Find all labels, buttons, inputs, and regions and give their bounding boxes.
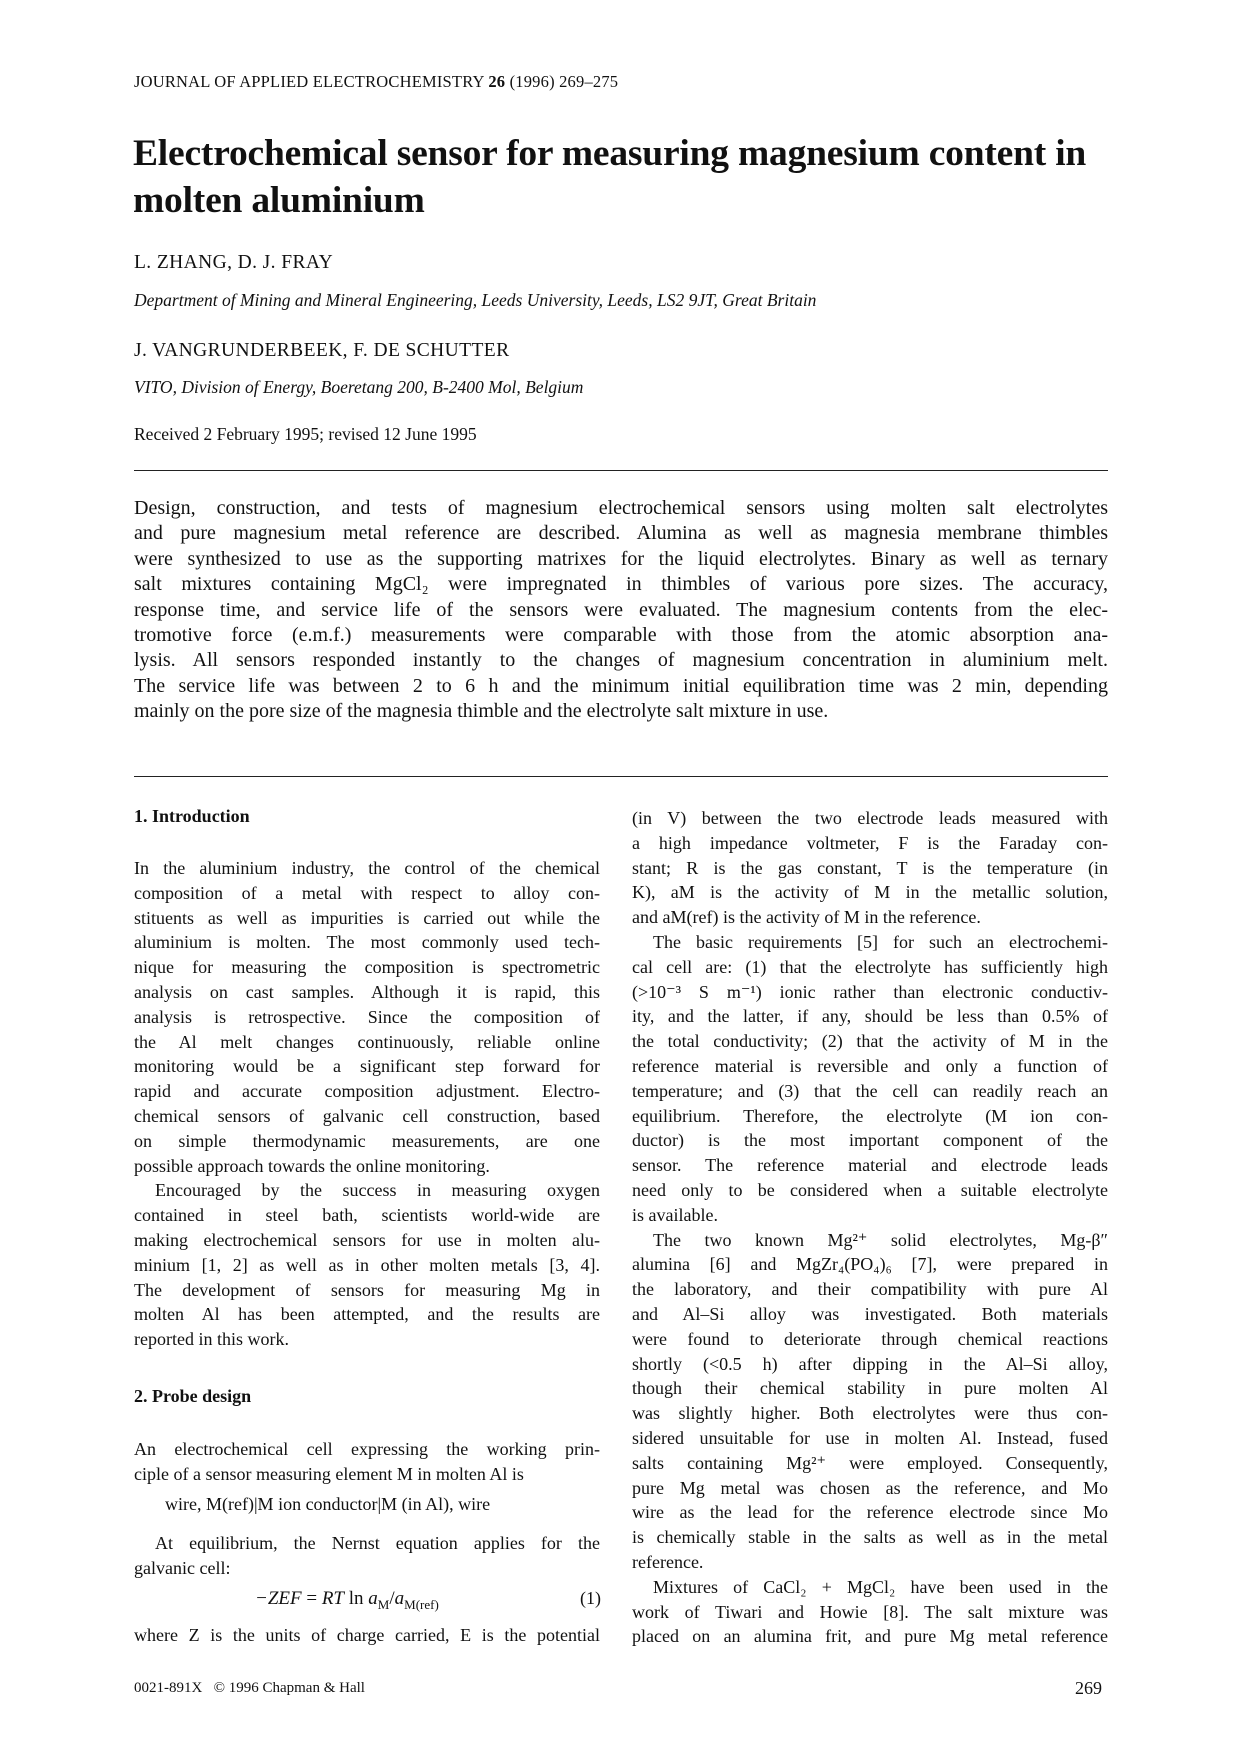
- text-line: was slightly higher. Both electrolytes were thus con-: [632, 1403, 1108, 1424]
- text-line: analysis on cast samples. Although it is rapid, this: [134, 981, 600, 1002]
- text-line: equilibrium. Therefore, the electrolyte (M ion con-: [632, 1105, 1108, 1126]
- text-line: stant; R is the gas constant, T is the temperature (in: [632, 857, 1108, 878]
- text-line: rapid and accurate composition adjustment. Electro-: [134, 1081, 600, 1102]
- abstract-line: Design, construction, and tests of magnesium electrochemical sensors using molten salt electrolytes: [134, 497, 1108, 519]
- text-line: and Al–Si alloy was investigated. Both materials: [632, 1303, 1108, 1324]
- text-line: wire as the lead for the reference electrode since Mo: [632, 1502, 1108, 1523]
- text-line: were found to deteriorate through chemical reactions: [632, 1328, 1108, 1349]
- abstract-line: mainly on the pore size of the magnesia thimble and the electrolyte salt mixture in use.: [134, 700, 829, 723]
- text-line: work of Tiwari and Howie [8]. The salt mixture was: [632, 1601, 1108, 1622]
- journal-name: JOURNAL OF APPLIED ELECTROCHEMISTRY: [134, 72, 485, 91]
- section-2-paragraph-3: [134, 1623, 600, 1648]
- abstract-line: response time, and service life of the sensors were evaluated. The magnesium contents from the elec-: [134, 598, 1108, 621]
- text-line: stituents as well as impurities is carried out while the: [134, 907, 600, 928]
- affiliation-2: VITO, Division of Energy, Boeretang 200, B-2400 Mol, Belgium: [134, 377, 584, 397]
- text-line: though their chemical stability in pure molten Al: [632, 1378, 1108, 1399]
- abstract-line: and pure magnesium metal reference are described. Alumina as well as magnesia membrane thimbles: [134, 522, 1108, 545]
- text-line: An electrochemical cell expressing the working prin-: [134, 1439, 600, 1459]
- text-line: (>10⁻³ S m⁻¹) ionic rather than electronic conductiv-: [632, 981, 1108, 1002]
- text-line: possible approach towards the online monitoring.: [134, 1155, 490, 1176]
- text-line: the Al melt changes continuously, reliable online: [134, 1031, 600, 1052]
- abstract-line: The service life was between 2 to 6 h and the minimum initial equilibration time was 2 min, depending: [134, 674, 1108, 697]
- journal-year-pages: (1996) 269–275: [509, 72, 619, 91]
- divider-bottom: [134, 776, 1108, 777]
- text-line: aluminium is molten. The most commonly used tech-: [134, 932, 600, 953]
- right-column-text: [632, 806, 1108, 1649]
- text-line: The basic requirements [5] for such an electrochemi-: [653, 931, 1108, 952]
- cell-notation: wire, M(ref)|M ion conductor|M (in Al), wire: [165, 1494, 491, 1514]
- section-1-heading: 1. Introduction: [134, 806, 250, 826]
- footer-copyright: © 1996 Chapman & Hall: [213, 1680, 365, 1696]
- text-line: and aM(ref) is the activity of M in the reference.: [632, 907, 981, 928]
- abstract-line: tromotive force (e.m.f.) measurements were comparable with those from the atomic absorption ana-: [134, 624, 1108, 647]
- text-line: cal cell are: (1) that the electrolyte has sufficiently high: [632, 956, 1108, 977]
- text-line: K), aM is the activity of M in the metallic solution,: [632, 882, 1108, 903]
- abstract-line: salt mixtures containing MgCl₂ were impregnated in thimbles of various pore sizes. The accuracy,: [134, 573, 1108, 596]
- text-line: sidered unsuitable for use in molten Al. Instead, fused: [632, 1427, 1108, 1448]
- abstract: [134, 496, 1108, 725]
- text-line: on simple thermodynamic measurements, are one: [134, 1130, 600, 1151]
- text-line: reference material is reversible and only a function of: [632, 1055, 1108, 1076]
- text-line: the total conductivity; (2) that the activity of M in the: [632, 1031, 1108, 1052]
- divider-top: [134, 470, 1108, 471]
- text-line: shortly (<0.5 h) after dipping in the Al–Si alloy,: [632, 1353, 1108, 1374]
- text-line: molten Al has been attempted, and the results are: [134, 1304, 600, 1325]
- text-line: monitoring would be a significant step forward for: [134, 1056, 600, 1077]
- text-line: In the aluminium industry, the control of the chemical: [134, 858, 600, 878]
- section-2-heading: 2. Probe design: [134, 1386, 252, 1406]
- text-line: pure Mg metal was chosen as the reference, and Mo: [632, 1477, 1108, 1498]
- nernst-equation: −ZEF = RT $\ln a_M/a_{M(ref)}$: [255, 1588, 439, 1612]
- text-line: minium [1, 2] as well as in other molten metals [3, 4].: [134, 1254, 600, 1275]
- journal-volume: 26: [488, 72, 506, 91]
- text-line: At equilibrium, the Nernst equation applies for the: [155, 1533, 600, 1553]
- text-line: temperature; and (3) that the cell can readily reach an: [632, 1080, 1108, 1101]
- abstract-line: were synthesized to use as the supporting matrixes for the liquid electrolytes. Binary as well as ternary: [134, 547, 1108, 570]
- text-line: alumina [6] and MgZr₄(PO₄)₆ [7], were prepared in: [632, 1254, 1108, 1275]
- text-line: Mixtures of CaCl₂ + MgCl₂ have been used in the: [653, 1576, 1108, 1597]
- received-dates: Received 2 February 1995; revised 12 June 1995: [134, 424, 477, 444]
- text-line: placed on an alumina frit, and pure Mg metal reference: [632, 1626, 1108, 1647]
- text-line: The two known Mg²⁺ solid electrolytes, Mg-β″: [653, 1229, 1108, 1250]
- authors-group-1: L. ZHANG, D. J. FRAY: [134, 252, 334, 273]
- text-line: reference.: [632, 1551, 704, 1572]
- text-line: ity, and the latter, if any, should be less than 0.5% of: [632, 1006, 1108, 1027]
- text-line: a high impedance voltmeter, F is the Faraday con-: [632, 832, 1108, 853]
- text-line: (in V) between the two electrode leads measured with: [632, 808, 1108, 828]
- text-line: sensor. The reference material and electrode leads: [632, 1155, 1108, 1176]
- text-line: ciple of a sensor measuring element M in molten Al is: [134, 1463, 524, 1484]
- equation-number: (1): [580, 1588, 601, 1608]
- section-1-paragraph-1: [134, 856, 600, 1352]
- text-line: galvanic cell:: [134, 1557, 231, 1578]
- text-line: The development of sensors for measuring Mg in: [134, 1279, 600, 1300]
- text-line: chemical sensors of galvanic cell construction, based: [134, 1105, 600, 1126]
- section-2-paragraph-2: [134, 1531, 600, 1581]
- text-line: is chemically stable in the salts as well as in the metal: [632, 1527, 1108, 1548]
- section-2-paragraph-1: [134, 1437, 600, 1487]
- affiliation-1: Department of Mining and Mineral Engineering, Leeds University, Leeds, LS2 9JT, Great Britain: [134, 290, 817, 310]
- page-number: 269: [1075, 1678, 1102, 1698]
- text-line: reported in this work.: [134, 1329, 289, 1350]
- journal-header: [134, 72, 618, 92]
- text-line: the laboratory, and their compatibility with pure Al: [632, 1279, 1108, 1300]
- footer-issn: [134, 1680, 365, 1697]
- text-line: nique for measuring the composition is spectrometric: [134, 957, 600, 978]
- text-line: need only to be considered when a suitable electrolyte: [632, 1179, 1108, 1200]
- text-line: composition of a metal with respect to alloy con-: [134, 882, 600, 903]
- text-line: is available.: [632, 1204, 718, 1225]
- paper-title: Electrochemical sensor for measuring magnesium content in molten aluminium: [133, 133, 1087, 221]
- text-line: analysis is retrospective. Since the composition of: [134, 1006, 600, 1027]
- text-line: where Z is the units of charge carried, E is the potential: [134, 1625, 600, 1645]
- footer-code: 0021-891X: [134, 1680, 203, 1696]
- text-line: ductor) is the most important component of the: [632, 1130, 1108, 1151]
- abstract-line: lysis. All sensors responded instantly to the changes of magnesium concentration in aluminium melt.: [134, 649, 1108, 672]
- text-line: Encouraged by the success in measuring oxygen: [155, 1180, 600, 1201]
- authors-group-2: J. VANGRUNDERBEEK, F. DE SCHUTTER: [134, 340, 510, 361]
- text-line: making electrochemical sensors for use in molten alu-: [134, 1229, 600, 1250]
- text-line: contained in steel bath, scientists world-wide are: [134, 1205, 600, 1226]
- text-line: salts containing Mg²⁺ were employed. Consequently,: [632, 1452, 1108, 1473]
